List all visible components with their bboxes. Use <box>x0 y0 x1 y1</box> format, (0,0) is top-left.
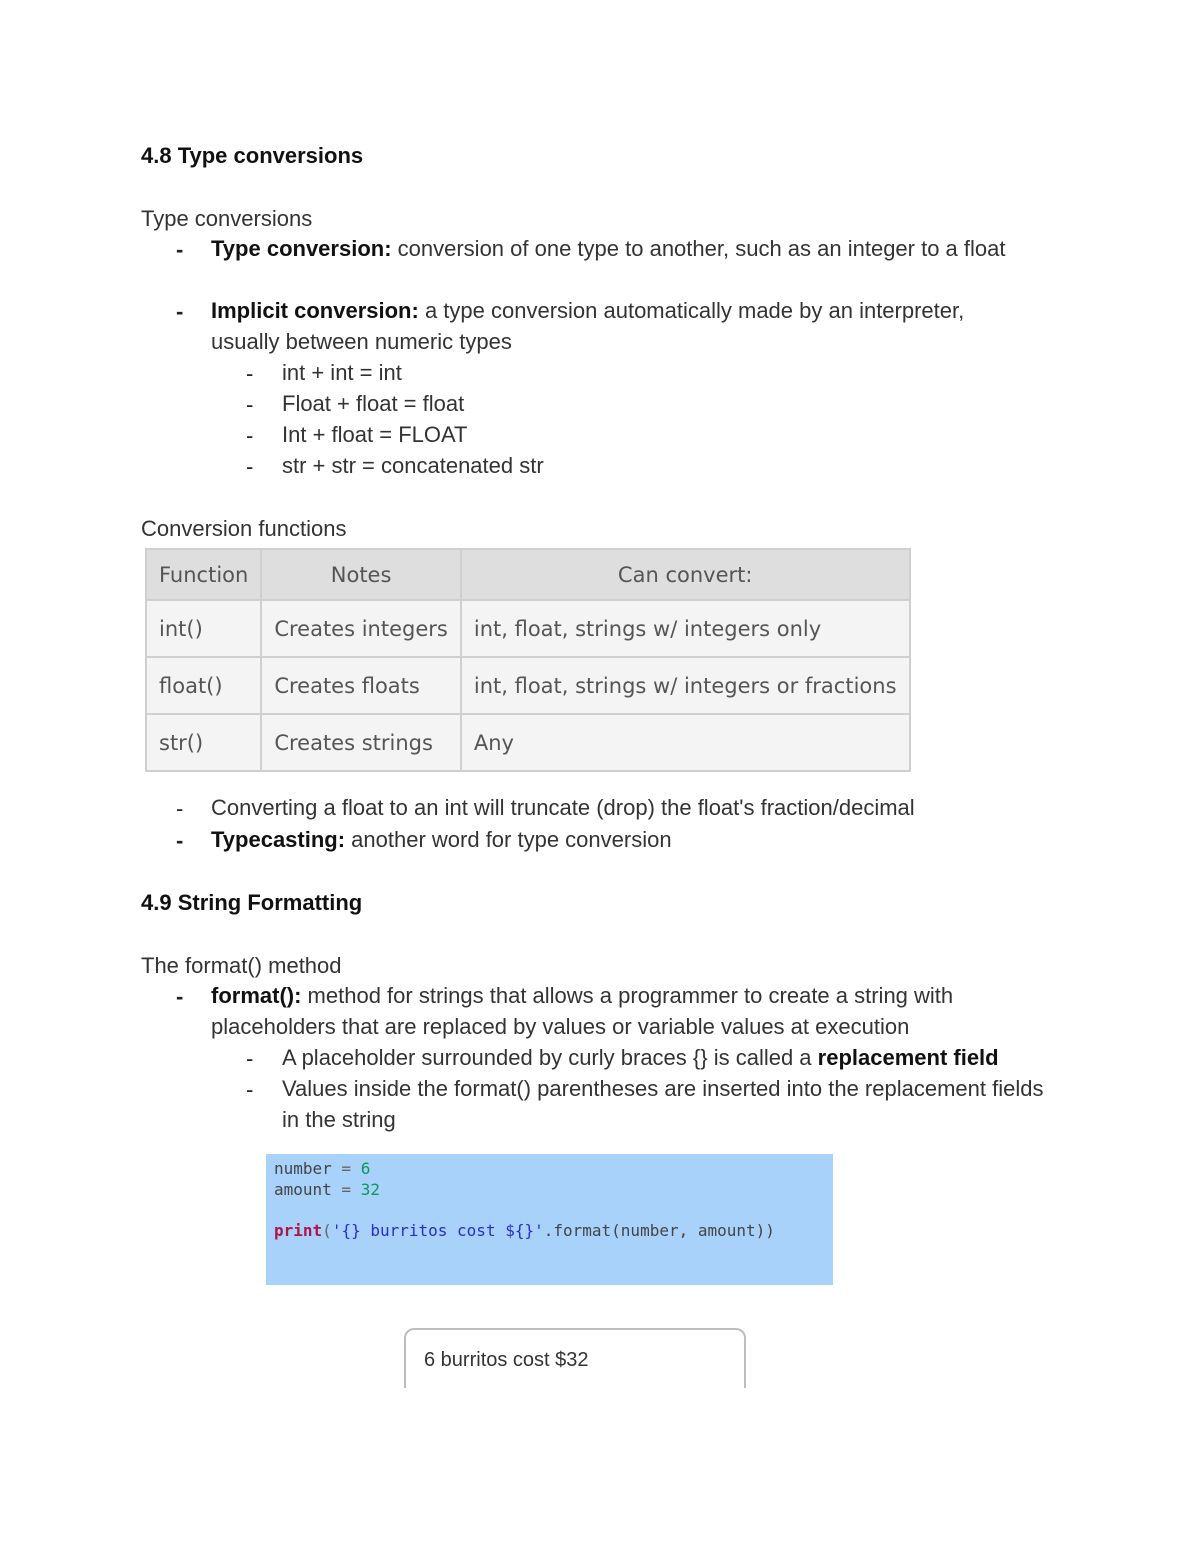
cell-function: int() <box>146 600 261 657</box>
definition-text: another word for type conversion <box>345 827 672 852</box>
code-snippet <box>266 1154 833 1285</box>
list-item-truncate: Converting a float to an int will truncate (drop) the float's fraction/decimal <box>211 795 915 820</box>
output-text: 6 burritos cost $32 <box>424 1349 589 1371</box>
term-replacement-field: replacement field <box>817 1045 999 1070</box>
sub-item-int-float: Int + float = FLOAT <box>282 422 468 447</box>
code-token: print <box>274 1221 323 1240</box>
term-format: format(): <box>211 983 302 1008</box>
definition-text: method for strings that allows a programmer to create a string with placeholders that are replaced by values or variable values at execution <box>211 983 954 1039</box>
sub-item-values-inserted: Values inside the format() parentheses are inserted into the replacement fields in the string <box>282 1076 1044 1132</box>
cell-notes: Creates floats <box>261 657 461 714</box>
subheading-type-conversions: Type conversions <box>141 206 313 231</box>
code-line <box>274 1159 370 1178</box>
cell-can-convert: int, float, strings w/ integers or fractions <box>461 657 910 714</box>
table-row <box>146 714 910 771</box>
sub-item-replacement-field <box>282 1042 999 1073</box>
list-item-format <box>211 980 1031 1042</box>
bullet-dash: - <box>176 796 184 821</box>
definition-text: a type conversion automatically made by an interpreter, usually between numeric types <box>211 298 965 354</box>
definition-text: conversion of one type to another, such as an integer to a float <box>391 236 1006 261</box>
bullet-dash: - <box>176 237 184 262</box>
section-heading-4-9: 4.9 String Formatting <box>141 890 363 915</box>
bullet-dash: - <box>176 984 184 1009</box>
sub-bullet-dash: - <box>246 392 254 417</box>
code-token: 6 <box>360 1159 371 1178</box>
term-typecasting: Typecasting: <box>211 827 346 852</box>
sub-item-float-float: Float + float = float <box>282 391 465 416</box>
header-function: Function <box>146 549 261 600</box>
table-header-row <box>146 549 910 600</box>
code-token: 32 <box>360 1180 380 1199</box>
code-line <box>274 1180 380 1199</box>
sub-bullet-dash: - <box>246 1077 254 1102</box>
table-row <box>146 600 910 657</box>
output-box <box>404 1328 746 1388</box>
sub-item-int-int: int + int = int <box>282 360 402 385</box>
cell-function: str() <box>146 714 261 771</box>
list-item-typecasting <box>211 824 672 855</box>
cell-notes: Creates integers <box>261 600 461 657</box>
sub-item-str-str: str + str = concatenated str <box>282 453 544 478</box>
subheading-conversion-functions: Conversion functions <box>141 516 347 541</box>
cell-can-convert: int, float, strings w/ integers only <box>461 600 910 657</box>
sub-bullet-dash: - <box>246 361 254 386</box>
code-token: amount <box>274 1180 332 1199</box>
sub-bullet-dash: - <box>246 454 254 479</box>
list-item-implicit-conversion <box>211 295 1031 357</box>
code-token: number <box>274 1159 332 1178</box>
cell-function: float() <box>146 657 261 714</box>
cell-notes: Creates strings <box>261 714 461 771</box>
conversion-functions-table <box>145 548 911 772</box>
sub-bullet-dash: - <box>246 423 254 448</box>
sub-bullet-dash: - <box>246 1046 254 1071</box>
code-token: .format(number, amount)) <box>543 1221 775 1240</box>
header-can-convert: Can convert: <box>461 549 910 600</box>
table-row <box>146 657 910 714</box>
subheading-format-method: The format() method <box>141 953 342 978</box>
list-item-type-conversion <box>211 233 1031 264</box>
code-token: '{} burritos cost ${}' <box>331 1221 544 1240</box>
section-heading-4-8: 4.8 Type conversions <box>141 143 364 168</box>
code-token: = <box>331 1180 361 1199</box>
bullet-dash: - <box>176 299 184 324</box>
code-token: ( <box>322 1221 332 1240</box>
code-line <box>274 1221 775 1240</box>
header-notes: Notes <box>261 549 461 600</box>
term-type-conversion: Type conversion: <box>211 236 392 261</box>
bullet-dash: - <box>176 828 184 853</box>
sub-item-text: A placeholder surrounded by curly braces {} is called a <box>282 1045 818 1070</box>
cell-can-convert: Any <box>461 714 910 771</box>
term-implicit-conversion: Implicit conversion: <box>211 298 419 323</box>
code-token: = <box>331 1159 361 1178</box>
